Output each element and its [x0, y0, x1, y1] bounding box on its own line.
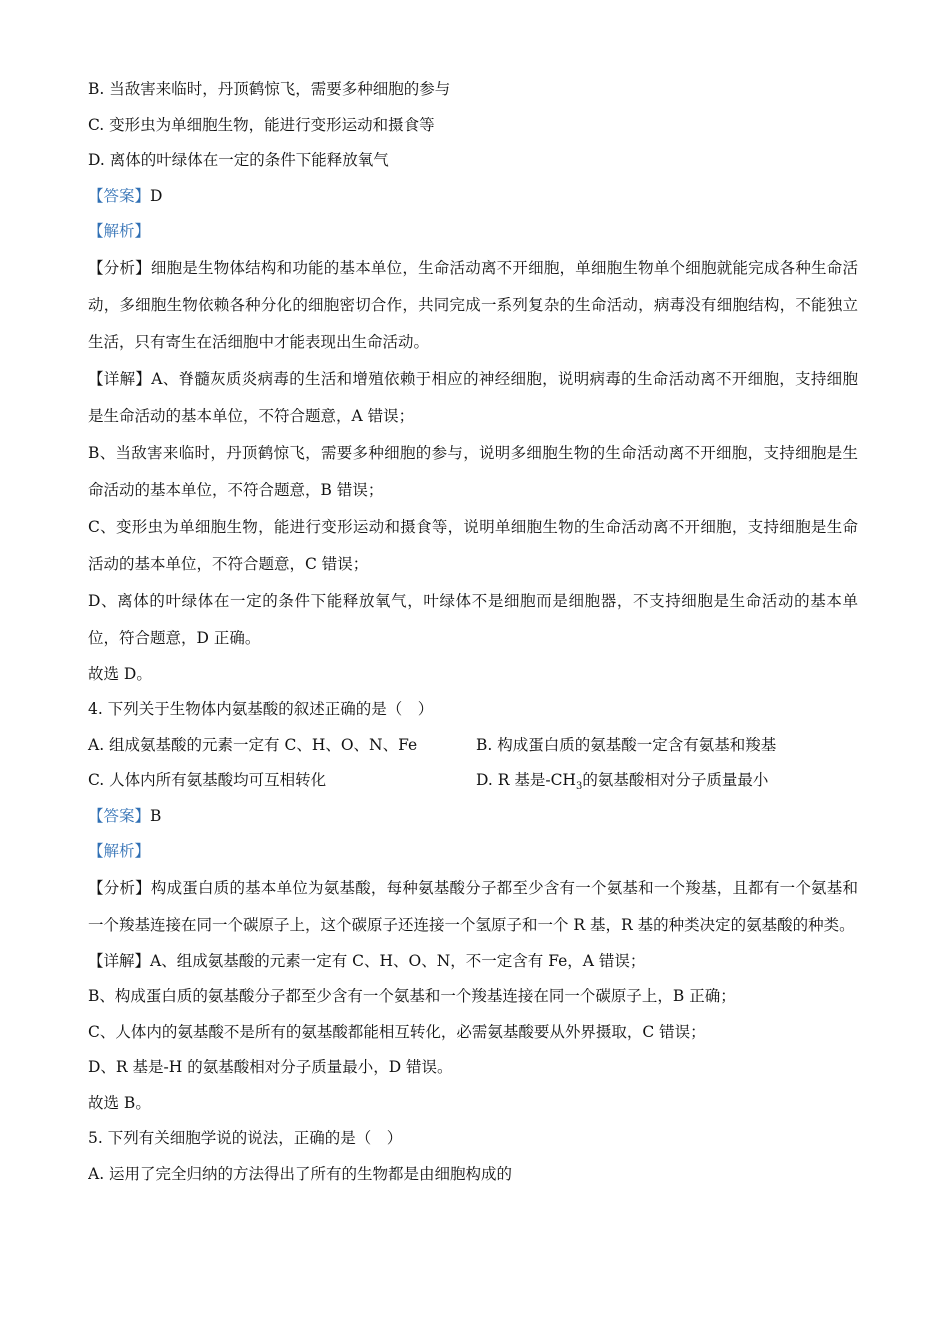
fenxi-text: 构成蛋白质的基本单位为氨基酸，每种氨基酸分子都至少含有一个氨基和一个羧基，且都有一个氨基和一个羧基连接在同一个碳原子上，这个碳原子还连接一个氢原子和一个 R 基，R 基的种类决定的氨基酸的种类。	[88, 878, 858, 934]
q4-options-row-1	[88, 728, 858, 764]
document-page	[88, 72, 858, 1192]
fenxi-text: 细胞是生物体结构和功能的基本单位，生命活动离不开细胞，单细胞生物单个细胞就能完成各种生命活动，多细胞生物依赖各种分化的细胞密切合作，共同完成一系列复杂的生命活动，病毒没有细胞结构，不能独立生活，只有寄生在活细胞中才能表现出生命活动。	[88, 258, 858, 351]
q3-xiangjie-d: D、离体的叶绿体在一定的条件下能释放氧气，叶绿体不是细胞而是细胞器，不支持细胞是生命活动的基本单位，符合题意，D 正确。	[88, 591, 858, 647]
q3-xiangjie-a	[88, 361, 858, 435]
q4-answer	[88, 799, 858, 835]
answer-value: D	[150, 186, 163, 205]
answer-tag: 【答案】	[88, 186, 151, 205]
q3-analysis-heading	[88, 214, 858, 250]
q4-xiangjie-d: D、R 基是-H 的氨基酸相对分子质量最小，D 错误。	[88, 1058, 453, 1076]
q4-conclusion: 故选 B。	[88, 1093, 151, 1112]
fenxi-tag: 【分析】	[88, 878, 151, 897]
q4-xiangjie-a	[88, 944, 858, 980]
q4-option-d	[476, 763, 858, 799]
q3-xiangjie-c: C、变形虫为单细胞生物，能进行变形运动和摄食等，说明单细胞生物的生命活动离不开细胞，支持细胞是生命活动的基本单位，不符合题意，C 错误；	[88, 517, 858, 573]
analysis-tag: 【解析】	[88, 842, 151, 860]
answer-value: B	[150, 806, 162, 825]
xiangjie-tag: 【详解】	[88, 951, 151, 970]
q3-option-c: C. 变形虫为单细胞生物，能进行变形运动和摄食等	[88, 115, 435, 134]
fenxi-tag: 【分析】	[88, 258, 151, 277]
q4-option-b: B. 构成蛋白质的氨基酸一定含有氨基和羧基	[476, 735, 777, 754]
q4-options-row-2	[88, 763, 858, 799]
xiangjie-a-text: A、脊髓灰质炎病毒的生活和增殖依赖于相应的神经细胞，说明病毒的生命活动离不开细胞，支持细胞是生命活动的基本单位，不符合题意，A 错误；	[88, 369, 858, 425]
q4-stem: 4. 下列关于生物体内氨基酸的叙述正确的是（ ）	[88, 700, 434, 718]
q4-option-c: C. 人体内所有氨基酸均可互相转化	[88, 771, 327, 789]
q5-stem: 5. 下列有关细胞学说的说法，正确的是（ ）	[88, 1129, 403, 1147]
q3-xiangjie-b: B、当敌害来临时，丹顶鹤惊飞，需要多种细胞的参与，说明多细胞生物的生命活动离不开细胞，支持细胞是生命活动的基本单位，不符合题意，B 错误；	[88, 443, 858, 499]
q4-option-d-post: 的氨基酸相对分子质量最小	[582, 771, 769, 789]
q4-option-d-pre: D. R 基是-CH	[476, 771, 576, 789]
q3-option-d: D. 离体的叶绿体在一定的条件下能释放氧气	[88, 151, 389, 169]
q3-conclusion: 故选 D。	[88, 664, 152, 683]
answer-tag: 【答案】	[88, 806, 151, 825]
q3-option-b: B. 当敌害来临时，丹顶鹤惊飞，需要多种细胞的参与	[88, 80, 451, 98]
q5-option-a: A. 运用了完全归纳的方法得出了所有的生物都是由细胞构成的	[88, 1164, 513, 1183]
analysis-tag: 【解析】	[88, 222, 151, 240]
q3-answer	[88, 179, 858, 215]
q4-xiangjie-b: B、构成蛋白质的氨基酸分子都至少含有一个氨基和一个羧基连接在同一个碳原子上，B 正确；	[88, 987, 736, 1005]
q4-fenxi	[88, 870, 858, 944]
q4-analysis-heading	[88, 834, 858, 870]
q4-xiangjie-c: C、人体内的氨基酸不是所有的氨基酸都能相互转化，必需氨基酸要从外界摄取，C 错误；	[88, 1022, 706, 1041]
xiangjie-tag: 【详解】	[88, 369, 152, 388]
q4-option-a: A. 组成氨基酸的元素一定有 C、H、O、N、Fe	[88, 735, 418, 754]
q4-option-d-sub: 3	[575, 781, 583, 793]
xiangjie-a-text: A、组成氨基酸的元素一定有 C、H、O、N，不一定含有 Fe，A 错误；	[150, 951, 646, 970]
q3-fenxi	[88, 250, 858, 361]
